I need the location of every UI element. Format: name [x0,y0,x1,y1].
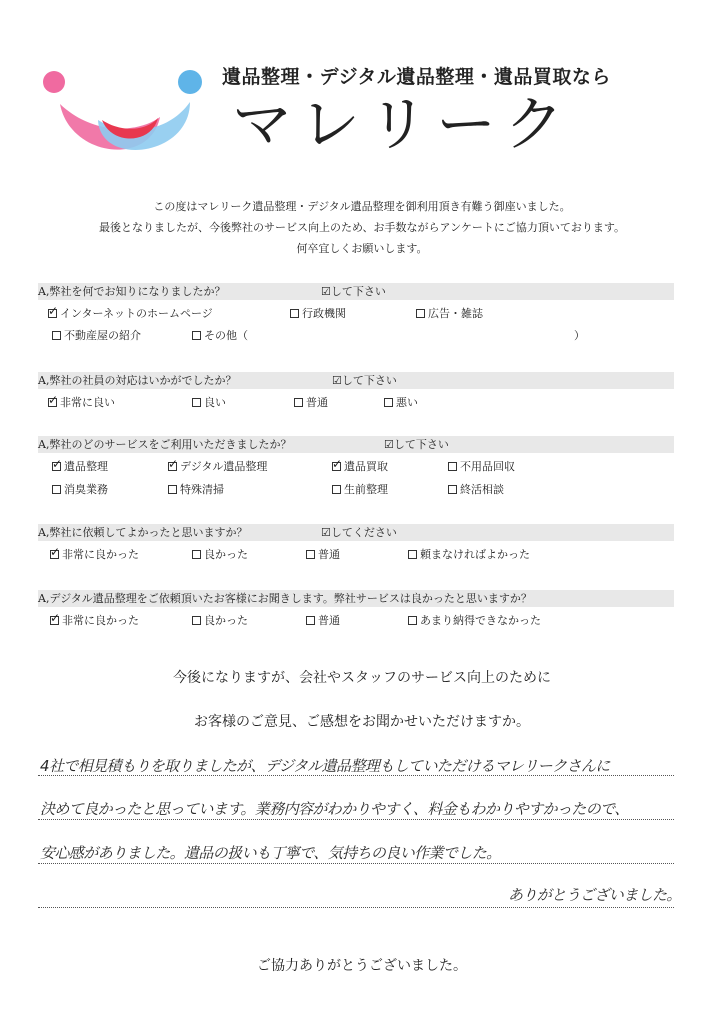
q1-option-internet[interactable] [48,307,213,321]
brand-name: マレリーク [232,90,572,160]
checkbox[interactable] [408,550,417,559]
q2-option-very-good[interactable] [48,396,115,410]
writing-line [38,862,674,864]
q5-option-good[interactable] [192,614,248,628]
writing-line [38,818,674,820]
checkbox-checked[interactable] [52,462,61,471]
logo-pink-dot [43,71,65,93]
q3-option-digital[interactable] [168,460,267,474]
option-label: 遺品整理 [64,460,108,473]
question-2 [38,372,674,409]
checkbox-checked[interactable] [332,462,341,471]
checkbox[interactable] [448,485,457,494]
question-1 [38,283,674,342]
checkbox-checked[interactable] [50,616,59,625]
q4-option-very-good[interactable] [50,548,139,562]
question-3-header [38,436,674,453]
checkbox[interactable] [192,616,201,625]
option-label: 非常に良い [60,396,115,409]
q4-option-normal[interactable] [306,548,340,562]
q3-option-special-clean[interactable] [168,483,224,497]
closing-line-2: お客様のご意見、ご感想をお聞かせいただけますか。 [194,714,530,730]
q3-option-junk[interactable] [448,460,515,474]
q3-option-predeath[interactable] [332,483,388,497]
question-2-header [38,372,674,389]
q1-option-government[interactable] [290,307,346,321]
q2-option-bad[interactable] [384,396,418,410]
checkbox[interactable] [306,550,315,559]
question-1-instruction: ☑して下さい [321,285,386,298]
checkbox-checked[interactable] [168,462,177,471]
question-2-instruction: ☑して下さい [332,374,397,387]
question-2-text: A,弊社の社員の対応はいかがでしたか？ [38,374,237,387]
question-4-header [38,524,674,541]
option-label: デジタル遺品整理 [180,460,268,473]
checkbox[interactable] [192,398,201,407]
option-label: 頼まなければよかった [420,548,530,561]
brand-logo [40,62,220,162]
closing-line-1: 今後になりますが、会社やスタッフのサービス向上のために [173,670,551,686]
q2-option-normal[interactable] [294,396,328,410]
checkbox-checked[interactable] [48,398,57,407]
option-label: 良かった [204,614,248,627]
checkbox[interactable] [52,331,61,340]
q5-option-very-good[interactable] [50,614,139,628]
intro-text [0,196,724,259]
q1-option-ads[interactable] [416,307,483,321]
q3-option-estate[interactable] [52,460,108,474]
question-4-text: A,弊社に依頼してよかったと思いますか？ [38,526,248,539]
option-label: 良い [204,396,226,409]
checkbox[interactable] [294,398,303,407]
q4-option-regret[interactable] [408,548,530,562]
intro-line-1: この度はマレリーク遺品整理・デジタル遺品整理を御利用頂き有難う御座いました。 [153,200,571,213]
q2-option-good[interactable] [192,396,226,410]
handwritten-line-3: 安心感がありました。遺品の扱いも丁寧で、気持ちの良い作業でした。 [40,844,501,862]
checkbox[interactable] [416,309,425,318]
checkbox-checked[interactable] [48,309,57,318]
option-label: 良かった [204,548,248,561]
q3-option-buyback[interactable] [332,460,388,474]
question-3-instruction: ☑して下さい [384,438,449,451]
option-label: 特殊清掃 [180,483,224,496]
option-label: 不動産屋の紹介 [64,329,141,342]
option-label: 終活相談 [460,483,504,496]
option-label: 生前整理 [344,483,388,496]
handwritten-line-2: 決めて良かったと思っています。業務内容がわかりやすく、料金もわかりやすかったので、 [40,800,629,818]
q5-option-normal[interactable] [306,614,340,628]
option-label: 普通 [318,614,340,627]
q4-option-good[interactable] [192,548,248,562]
checkbox[interactable] [408,616,417,625]
option-label: 行政機関 [302,307,346,320]
q1-option-other[interactable] [192,329,248,343]
checkbox[interactable] [384,398,393,407]
footer-thanks: ご協力ありがとうございました。 [257,958,467,974]
intro-line-3: 何卒宜しくお願いします。 [296,242,428,255]
checkbox-checked[interactable] [50,550,59,559]
question-5-header [38,590,674,607]
intro-line-2: 最後となりましたが、今後弊社のサービス向上のため、お手数ながらアンケートにご協力頂いております。 [98,221,626,234]
checkbox[interactable] [192,550,201,559]
checkbox[interactable] [448,462,457,471]
option-label: 普通 [306,396,328,409]
writing-line [38,906,674,908]
q3-option-deodorize[interactable] [52,483,108,497]
handwritten-line-1: 4社で相見積もりを取りましたが、デジタル遺品整理もしていただけるマレリークさんに [40,757,610,775]
logo-blue-dot [178,70,202,94]
checkbox[interactable] [168,485,177,494]
option-label: 消臭業務 [64,483,108,496]
writing-line [38,774,674,776]
question-1-header [38,283,674,300]
question-3 [38,436,674,496]
question-4 [38,524,674,561]
option-label: 広告・雑誌 [428,307,483,320]
checkbox[interactable] [52,485,61,494]
handwritten-line-4: ありがとうございました。 [508,886,681,904]
q3-option-endoflife[interactable] [448,483,504,497]
option-label: 不用品回収 [460,460,515,473]
q1-option-realestate[interactable] [52,329,141,343]
question-5-text: A,デジタル遺品整理をご依頼頂いたお客様にお聞きします。弊社サービスは良かったと思いますか？ [38,592,532,605]
checkbox[interactable] [192,331,201,340]
option-label: インターネットのホームページ [60,307,213,320]
question-4-instruction: ☑してください [321,526,397,539]
q5-option-unsatisfied[interactable] [408,614,541,628]
question-5 [38,590,674,627]
checkbox[interactable] [290,309,299,318]
option-label: あまり納得できなかった [420,614,541,627]
option-label: 遺品買取 [344,460,388,473]
checkbox[interactable] [332,485,341,494]
option-label: 非常に良かった [62,548,139,561]
q1-other-close: ） [574,329,585,342]
option-label: 悪い [396,396,418,409]
header-tagline: 遺品整理・デジタル遺品整理・遺品買取なら [222,66,611,88]
option-label: その他（ [204,329,248,342]
question-3-text: A,弊社のどのサービスをご利用いただきましたか？ [38,438,292,451]
checkbox[interactable] [306,616,315,625]
option-label: 普通 [318,548,340,561]
option-label: 非常に良かった [62,614,139,627]
question-1-text: A,弊社を何でお知りになりましたか？ [38,285,226,298]
